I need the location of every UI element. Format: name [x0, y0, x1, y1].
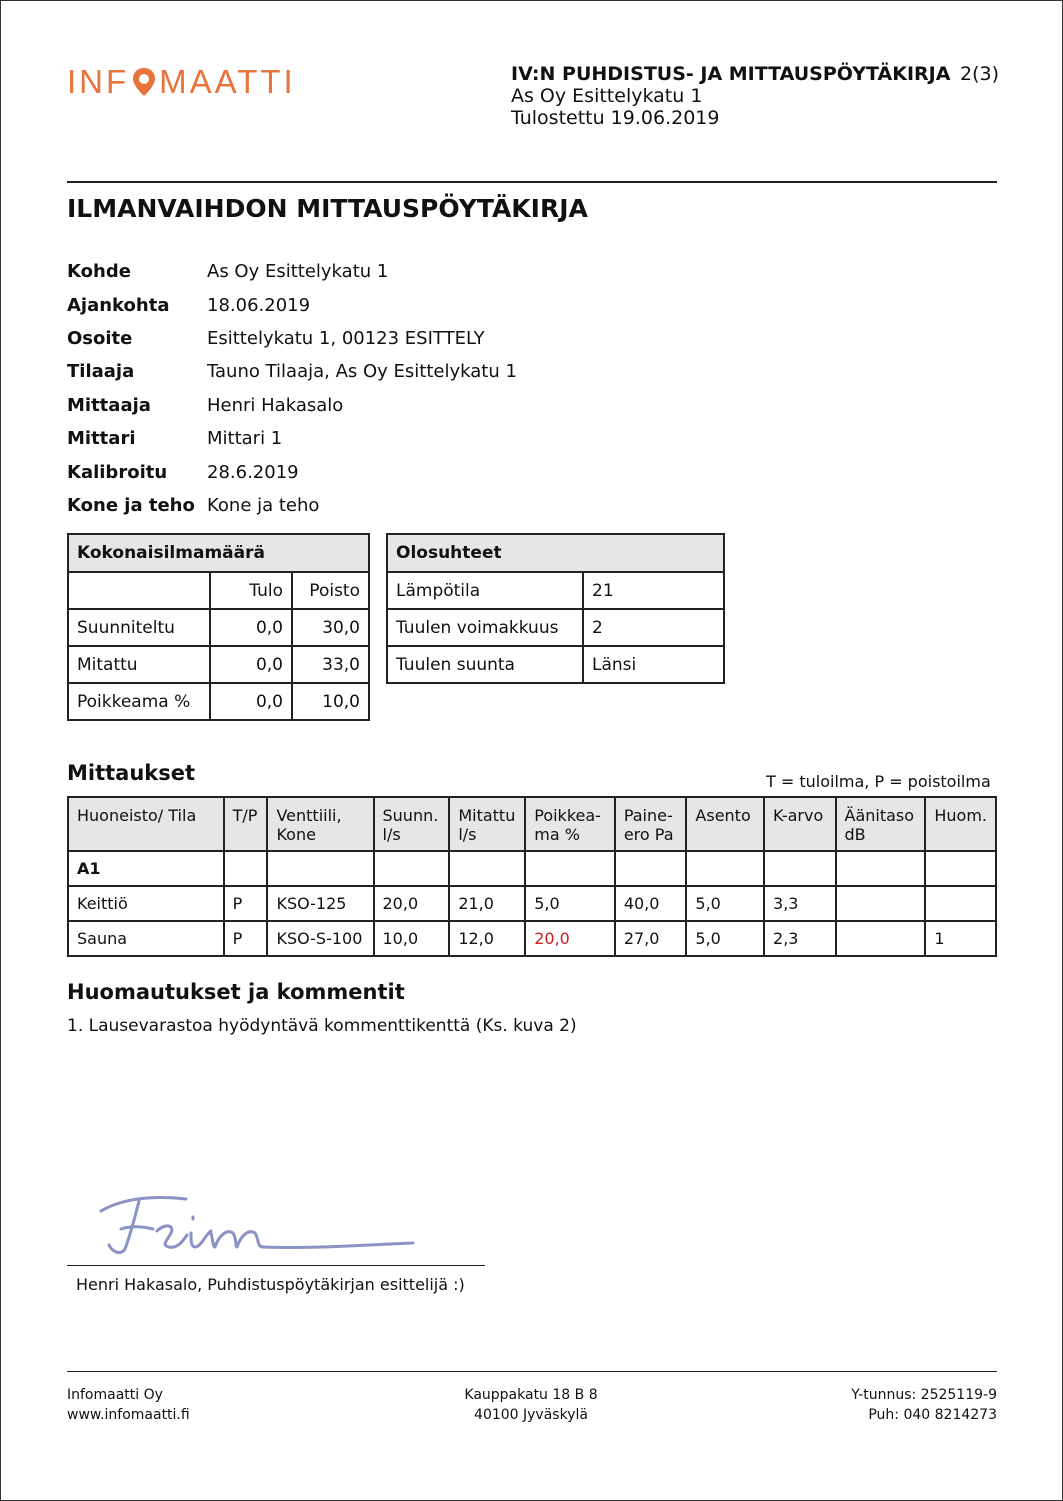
row-label: Lämpötila — [387, 572, 583, 609]
cell-deviation-highlighted: 20,0 — [525, 921, 615, 956]
info-row — [67, 255, 517, 288]
info-row — [67, 288, 517, 321]
header-text: ma % — [534, 825, 580, 844]
info-label: Tilaaja — [67, 361, 135, 383]
cell-room: Keittiö — [68, 886, 224, 921]
document-header — [511, 63, 950, 129]
cell-sound — [836, 886, 926, 921]
info-value: Esittelykatu 1, 00123 ESITTELY — [207, 327, 485, 349]
info-row — [67, 322, 517, 355]
footer-street: Kauppakatu 18 B 8 — [464, 1387, 598, 1403]
info-value: 18.06.2019 — [207, 294, 311, 316]
row-value: 21 — [583, 572, 724, 609]
row-value: Länsi — [583, 646, 724, 683]
row-label: Suunniteltu — [68, 609, 210, 646]
table-cell — [686, 851, 764, 886]
table-cell — [615, 851, 687, 886]
cell-design: 20,0 — [374, 886, 450, 921]
page-number: 2(3) — [960, 63, 1000, 85]
header-text: ero Pa — [623, 825, 674, 844]
footer-business-id: Y-tunnus: 2525119-9 — [851, 1387, 997, 1403]
info-label: Kalibroitu — [67, 461, 168, 483]
cell-valve: KSO-S-100 — [267, 921, 373, 956]
table-cell — [68, 572, 210, 609]
info-row — [67, 489, 517, 522]
col-header-note — [925, 797, 996, 851]
table-cell — [925, 851, 996, 886]
cell-position: 5,0 — [686, 886, 764, 921]
header-text: Suunn. — [382, 806, 439, 825]
header-text: Huoneisto/ Tila — [77, 806, 197, 825]
info-value: Kone ja teho — [207, 494, 320, 516]
row-label: Poikkeama % — [68, 683, 210, 720]
header-text: Mitattu — [458, 806, 516, 825]
value-in: 0,0 — [210, 683, 292, 720]
document-type-title: IV:N PUHDISTUS- JA MITTAUSPÖYTÄKIRJA — [511, 63, 951, 85]
cell-tp: P — [224, 921, 268, 956]
footer-center — [431, 1385, 631, 1425]
location-pin-icon — [131, 67, 157, 97]
value-in: 0,0 — [210, 646, 292, 683]
cell-room: Sauna — [68, 921, 224, 956]
info-label: Ajankohta — [67, 294, 170, 316]
info-label: Kone ja teho — [67, 494, 195, 516]
info-label: Kohde — [67, 261, 131, 283]
conditions-table — [386, 533, 725, 684]
info-value: 28.6.2019 — [207, 461, 299, 483]
cell-deviation: 5,0 — [525, 886, 615, 921]
info-value: As Oy Esittelykatu 1 — [207, 261, 389, 283]
col-header-sound — [836, 797, 926, 851]
footer-right — [797, 1385, 997, 1425]
table-row — [68, 921, 996, 956]
cell-valve: KSO-125 — [267, 886, 373, 921]
header-text: Huom. — [934, 806, 987, 825]
header-text: dB — [844, 825, 866, 844]
signer-name: Henri Hakasalo, Puhdistuspöytäkirjan esittelijä :) — [76, 1275, 465, 1294]
row-label: Tuulen voimakkuus — [387, 609, 583, 646]
page-title: ILMANVAIHDON MITTAUSPÖYTÄKIRJA — [67, 194, 588, 223]
col-header-k — [764, 797, 835, 851]
document-subtitle: As Oy Esittelykatu 1 — [511, 85, 703, 107]
header-text: l/s — [382, 825, 401, 844]
table-cell — [267, 851, 373, 886]
col-header-room — [68, 797, 224, 851]
cell-measured: 12,0 — [449, 921, 525, 956]
header-text: Asento — [695, 806, 751, 825]
info-value: Mittari 1 — [207, 428, 283, 450]
info-value: Tauno Tilaaja, As Oy Esittelykatu 1 — [207, 361, 517, 383]
header-text: Poikkea- — [534, 806, 601, 825]
table-row — [387, 572, 724, 609]
footer-company: Infomaatti Oy — [67, 1387, 163, 1403]
info-row — [67, 389, 517, 422]
footer-left — [67, 1385, 190, 1425]
cell-pressure: 27,0 — [615, 921, 687, 956]
footer-phone: Puh: 040 8214273 — [868, 1407, 997, 1423]
col-header-valve — [267, 797, 373, 851]
table-row — [387, 646, 724, 683]
col-header-deviation — [525, 797, 615, 851]
table-cell — [449, 851, 525, 886]
measurements-title: Mittaukset — [67, 761, 196, 785]
cell-sound — [836, 921, 926, 956]
cell-k: 3,3 — [764, 886, 835, 921]
col-header-tp — [224, 797, 268, 851]
row-label: Tuulen suunta — [387, 646, 583, 683]
col-header-pressure — [615, 797, 687, 851]
info-value: Henri Hakasalo — [207, 394, 344, 416]
value-out: 10,0 — [292, 683, 369, 720]
info-label: Osoite — [67, 327, 133, 349]
header-text: T/P — [232, 806, 258, 825]
infomaatti-logo — [67, 63, 296, 101]
table-cell — [836, 851, 926, 886]
cell-pressure: 40,0 — [615, 886, 687, 921]
header-text: K-arvo — [773, 806, 824, 825]
table-row — [68, 646, 369, 683]
header-row — [68, 797, 996, 851]
info-label: Mittaaja — [67, 394, 151, 416]
table-cell — [764, 851, 835, 886]
cell-tp: P — [224, 886, 268, 921]
header-text: l/s — [458, 825, 477, 844]
table-row — [68, 886, 996, 921]
col-header-measured — [449, 797, 525, 851]
info-label: Mittari — [67, 428, 136, 450]
table-row — [68, 683, 369, 720]
value-out: 33,0 — [292, 646, 369, 683]
footer-website[interactable]: www.infomaatti.fi — [67, 1407, 190, 1423]
group-label: A1 — [68, 851, 224, 886]
footer-city: 40100 Jyväskylä — [474, 1407, 588, 1423]
total-air-table — [67, 533, 370, 721]
header-text: Äänitaso — [844, 806, 915, 825]
table-cell — [224, 851, 268, 886]
value-out: 30,0 — [292, 609, 369, 646]
info-row — [67, 355, 517, 388]
table-cell — [374, 851, 450, 886]
header-text: Kone — [276, 825, 316, 844]
signature-line — [67, 1265, 485, 1266]
cell-measured: 21,0 — [449, 886, 525, 921]
row-value: 2 — [583, 609, 724, 646]
col-header-in: Tulo — [210, 572, 292, 609]
header-text: Venttiili, — [276, 806, 342, 825]
measurements-table — [67, 796, 997, 957]
cell-design: 10,0 — [374, 921, 450, 956]
cell-note: 1 — [925, 921, 996, 956]
table-row — [68, 609, 369, 646]
cell-note — [925, 886, 996, 921]
logo-text-part2: MAATTI — [159, 63, 296, 100]
table-cell — [525, 851, 615, 886]
value-in: 0,0 — [210, 609, 292, 646]
cell-position: 5,0 — [686, 921, 764, 956]
col-header-out: Poisto — [292, 572, 369, 609]
logo-text-part1: INF — [67, 63, 130, 100]
info-row — [67, 422, 517, 455]
col-header-design — [374, 797, 450, 851]
printed-date: Tulostettu 19.06.2019 — [511, 107, 720, 129]
footer-divider — [67, 1371, 997, 1372]
info-block — [67, 255, 517, 522]
total-air-title: Kokonaisilmamäärä — [68, 534, 369, 572]
handwritten-signature — [91, 1189, 431, 1261]
measurements-legend: T = tuloilma, P = poistoilma — [766, 772, 991, 791]
row-label: Mitattu — [68, 646, 210, 683]
conditions-title: Olosuhteet — [387, 534, 724, 572]
comments-title: Huomautukset ja kommentit — [67, 980, 405, 1004]
table-row — [387, 609, 724, 646]
col-header-position — [686, 797, 764, 851]
comment-item: 1. Lausevarastoa hyödyntävä kommenttikenttä (Ks. kuva 2) — [67, 1016, 577, 1036]
info-row — [67, 455, 517, 488]
header-text: Paine- — [623, 806, 673, 825]
header-divider — [67, 181, 997, 183]
cell-k: 2,3 — [764, 921, 835, 956]
group-row — [68, 851, 996, 886]
